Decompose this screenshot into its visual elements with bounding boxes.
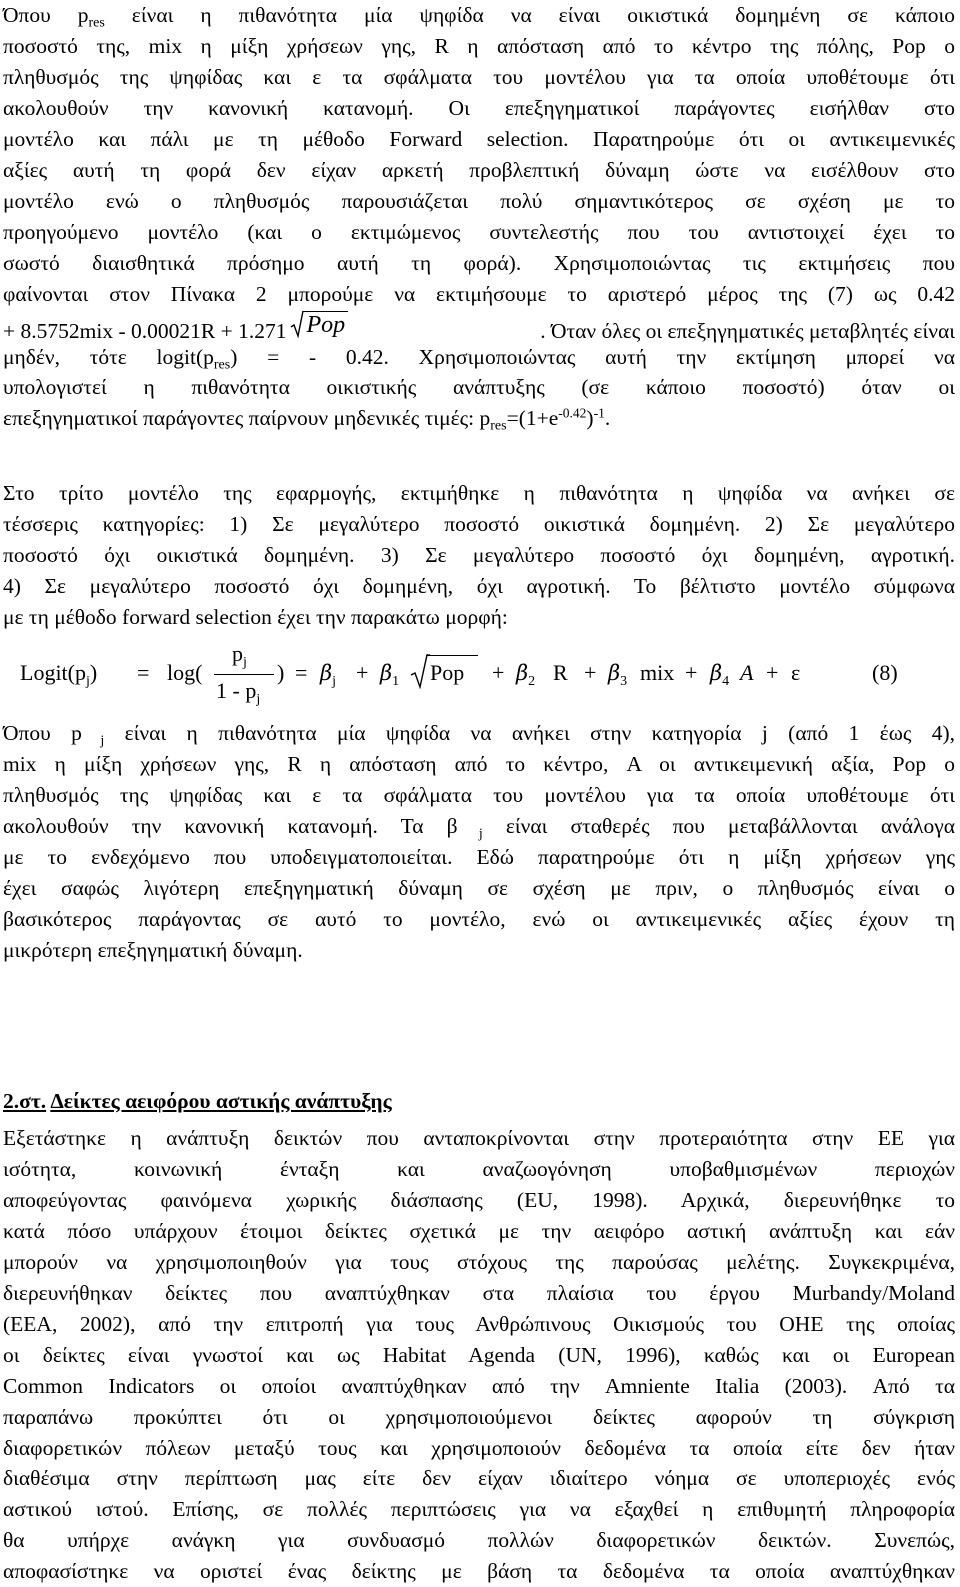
text-line: τέσσερις κατηγορίες: 1) Σε μεγαλύτερο ποσοστό οικιστικά δομημένη. 2) Σε μεγαλύτερο bbox=[3, 511, 955, 536]
fraction-numerator: $p_j$ bbox=[232, 641, 247, 670]
beta-2-term: $\beta_2$ bbox=[516, 661, 536, 689]
beta-1-term: $\beta_1$ bbox=[380, 661, 400, 689]
beta-4-term: $\beta_4$ bbox=[710, 661, 730, 689]
text-line: Όπου $p_{res}$ είναι η πιθανότητα μία ψηφίδα να είναι οικιστικά δομημένη σε κάποιο bbox=[3, 3, 956, 31]
text-line: ακολουθούν την κανονική κατανομή. Οι επεξηγηματικοί παράγοντες εισήλθαν στο bbox=[3, 95, 955, 120]
text-line: βασικότερος παράγοντας σε αυτό το μοντέλο, ενώ οι αντικειμενικές αξίες έχουν τη bbox=[3, 906, 955, 931]
text-line: κατά πόσο υπάρχουν έτοιμοι δείκτες σχετικά με την αειφόρο αστική ανάπτυξη και εάν bbox=[3, 1218, 955, 1243]
text-line: υπολογιστεί η πιθανότητα οικιστικής ανάπτυξης (σε κάποιο ποσοστό) όταν οι bbox=[3, 375, 955, 400]
text-line: Εξετάστηκε η ανάπτυξη δεικτών που ανταποκρίνονται στην προτεραιότητα στην ΕΕ για bbox=[3, 1126, 955, 1150]
section-heading bbox=[3, 1089, 392, 1114]
plus-sign: + bbox=[356, 660, 369, 685]
paragraph-model-3-explanation bbox=[3, 718, 955, 966]
text-line: με το ενδεχόμενο που υποδειγματοποιείται. Εδώ παρατηρούμε ότι η μίξη χρήσεων γης bbox=[3, 844, 955, 869]
text-line: μηδέν, τότε $logit(p_{res})$ = - 0.42. Χρησιμοποιώντας αυτή την εκτίμηση μπορεί να bbox=[3, 344, 955, 372]
paragraph-model-3-intro bbox=[3, 478, 955, 633]
epsilon-term: ε bbox=[791, 660, 801, 685]
text-line: οι δείκτες είναι γνωστοί και ως Habitat Agenda (UN, 1996), καθώς και οι European bbox=[3, 1342, 955, 1367]
sqrt-bar bbox=[426, 655, 478, 656]
a-term: A bbox=[740, 660, 754, 685]
text-line: προηγούμενο μοντέλο (και ο εκτιμώμενος συντελεστής που του αντιστοιχεί έχει το bbox=[3, 219, 955, 244]
text-line: φαίνονται στον Πίνακα 2 μπορούμε να εκτιμήσουμε το αριστερό μέρος της (7) ως 0.42 bbox=[3, 281, 955, 306]
mix-term: mix bbox=[640, 660, 675, 685]
text-line-with-sqrt: + 8.5752mix - 0.00021R + 1.271 Pop . Όταν όλες οι επεξηγηματικές μεταβλητές είναι bbox=[3, 311, 955, 343]
fraction-bar bbox=[214, 674, 274, 675]
text-line: πληθυσμός της ψηφίδας και ε τα σφάλματα του μοντέλου για τα οποία υποθέτουμε ότι bbox=[3, 64, 955, 89]
text-line: με τη μέθοδο forward selection έχει την παρακάτω μορφή: bbox=[3, 604, 508, 629]
text-line: Όπου p $_j$ είναι η πιθανότητα μία ψηφίδα να ανήκει στην κατηγορία j (από 1 έως 4), bbox=[3, 721, 956, 749]
text-line: διαφορετικών πόλεων μεταξύ τους και χρησιμοποιούν δεδομένα τα οποία είτε δεν ήταν bbox=[3, 1435, 955, 1460]
text-line: ποσοστό όχι οικιστικά δομημένη. 3) Σε μεγαλύτερο ποσοστό όχι δομημένη, αγροτική. bbox=[3, 542, 955, 567]
section-number: 2.στ. bbox=[3, 1089, 47, 1113]
text-line: διαθέσιμα στην περίπτωση μας είτε δεν είχαν ιδιαίτερο νόημα σε υποπεριοχές ενός bbox=[3, 1466, 955, 1491]
section-title: Δείκτες αειφόρου αστικής ανάπτυξης bbox=[50, 1089, 392, 1113]
text-line: ποσοστό της, mix η μίξη χρήσεων γης, R η απόσταση από το κέντρο της πόλης, Pop ο bbox=[3, 33, 955, 58]
paragraph-model-2-results bbox=[3, 0, 955, 434]
text-line: πληθυσμός της ψηφίδας και ε τα σφάλματα του μοντέλου για τα οποία υποθέτουμε ότι bbox=[3, 782, 955, 807]
beta-3-term: $\beta_3$ bbox=[608, 661, 628, 689]
pop-term: Pop bbox=[430, 660, 465, 685]
text-line: (EEA, 2002), από την επιτροπή για τους Ανθρώπινους Οικισμούς του ΟΗΕ της οποίας bbox=[3, 1311, 955, 1336]
text-line: Common Indicators οι οποίοι αναπτύχθηκαν από την Amniente Italia (2003). Από τα bbox=[3, 1373, 955, 1398]
text-line: επεξηγηματικοί παράγοντες παίρνουν μηδενικές τιμές: $p_{res}=(1+e^{-0.42})^{-1}$. bbox=[3, 406, 611, 434]
equals-sign: = bbox=[295, 660, 308, 685]
plus-sign: + bbox=[685, 660, 698, 685]
beta-j-term: $\beta_j$ bbox=[320, 661, 337, 689]
equation-number: (8) bbox=[872, 660, 898, 685]
text-line: θα υπήρχε ανάγκη για συνδυασμό πολλών διαφορετικών δεικτών. Συνεπώς, bbox=[3, 1528, 955, 1553]
log-function: log( bbox=[167, 660, 203, 685]
paragraph-indicators bbox=[3, 1123, 955, 1587]
radical-sign-icon bbox=[410, 653, 430, 689]
text-line: μπορούν να χρησιμοποιηθούν για τους στόχους της παρούσας μελέτης. Συγκεκριμένα, bbox=[3, 1249, 955, 1274]
text-line: αστικού ιστού. Επίσης, σε πολλές περιπτώσεις για να εξαχθεί η επιθυμητή πληροφορία bbox=[3, 1497, 955, 1522]
text-line: αξίες αυτή τη φορά δεν είχαν αρκετή προβλεπτική δύναμη ώστε να εισέλθουν στο bbox=[3, 157, 955, 182]
text-line: μοντέλο και πάλι με τη μέθοδο Forward selection. Παρατηρούμε ότι οι αντικειμενικές bbox=[3, 126, 955, 151]
text-line: αποφασίστηκε να οριστεί ένας δείκτης με βάση τα δεδομένα τα οποία αναπτύχθηκαν bbox=[3, 1559, 955, 1584]
text-line: σωστό διαισθητικά πρόσημο αυτή τη φορά). Χρησιμοποιώντας τις εκτιμήσεις που bbox=[3, 250, 955, 275]
square-root-pop: Pop bbox=[290, 310, 348, 338]
text-line: διερευνήθηκαν δείκτες που αναπτύχθηκαν στα πλαίσια του έργου Murbandy/Moland bbox=[3, 1280, 955, 1305]
text-line: έχει σαφώς λιγότερη επεξηγηματική δύναμη σε σχέση με πριν, ο πληθυσμός είναι ο bbox=[3, 875, 955, 900]
plus-sign: + bbox=[584, 660, 597, 685]
text-line: παραπάνω προκύπτει ότι οι χρησιμοποιούμενοι δείκτες αφορούν τη σύγκριση bbox=[3, 1404, 955, 1429]
plus-sign: + bbox=[766, 660, 779, 685]
text-line: μικρότερη επεξηγηματική δύναμη. bbox=[3, 937, 303, 962]
text-line: 4) Σε μεγαλύτερο ποσοστό όχι δομημένη, όχι αγροτική. Το βέλτιστο μοντέλο σύμφωνα bbox=[3, 573, 955, 598]
log-close-paren: ) bbox=[277, 660, 285, 685]
text-line: ακολουθούν την κανονική κατανομή. Τα β $_j$ είναι σταθερές που μεταβάλλονται ανάλογα bbox=[3, 813, 956, 842]
equals-sign: = bbox=[137, 660, 150, 685]
text-line: αποφεύγοντας φαινόμενα χωρικής διάσπασης (EU, 1998). Αρχικά, διερευνήθηκε το bbox=[3, 1187, 955, 1212]
radical-sign-icon bbox=[290, 310, 304, 338]
plus-sign: + bbox=[492, 660, 505, 685]
fraction-denominator: $1 - p_j$ bbox=[216, 678, 261, 707]
text-line: μοντέλο ενώ ο πληθυσμός παρουσιάζεται πολύ σημαντικότερος σε σχέση με το bbox=[3, 188, 955, 213]
equation-8 bbox=[20, 638, 955, 708]
text-line: Στο τρίτο μοντέλο της εφαρμογής, εκτιμήθηκε η πιθανότητα η ψηφίδα να ανήκει σε bbox=[3, 481, 955, 505]
r-term: R bbox=[553, 660, 568, 685]
equation-lhs: $Logit(p_j)$ bbox=[20, 660, 98, 689]
text-line: mix η μίξη χρήσεων γης, R η απόσταση από το κέντρο, A οι αντικειμενική αξία, Pop ο bbox=[3, 751, 955, 776]
text-line: ισότητα, κοινωνική ένταξη και αναζωογόνηση υποβαθμισμένων περιοχών bbox=[3, 1156, 955, 1181]
